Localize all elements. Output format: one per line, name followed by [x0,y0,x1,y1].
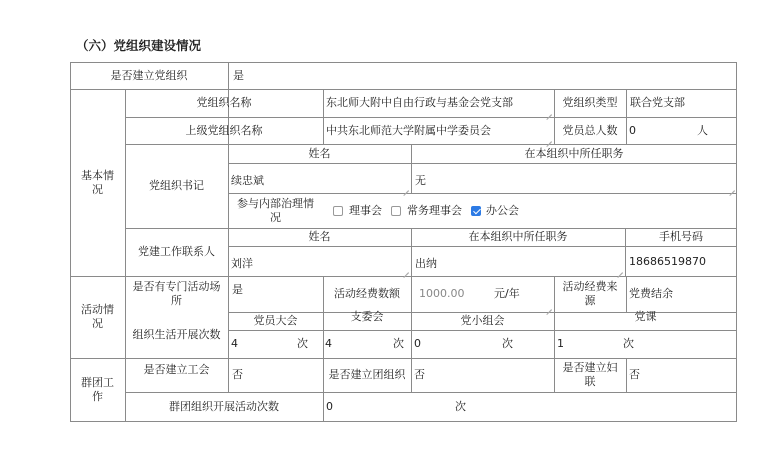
basic-info-group-label: 基本情况 [81,168,114,196]
org-name-label: 党组织名称 [196,96,252,109]
contact-name-field[interactable]: 刘洋 [231,256,253,270]
meeting-type-committee: 支委会 [350,310,384,323]
resize-handle-icon[interactable] [546,109,552,115]
party-congress-unit: 次 [297,337,308,350]
venue-value[interactable]: 是 [232,283,243,296]
party-organization-table [70,62,737,422]
governance-label: 参与内部治理情况 [237,196,314,224]
union-label: 是否建立工会 [143,363,210,376]
member-total-input[interactable]: 0 [629,123,636,137]
org-name-field[interactable]: 东北师大附中自由行政与基金会党支部 [326,96,513,109]
womens-federation-label: 是否建立妇联 [562,361,618,388]
checkbox-council[interactable] [333,206,343,216]
secretary-label: 党组织书记 [149,179,204,192]
parent-org-field[interactable]: 中共东北师范大学附属中学委员会 [326,123,491,137]
funds-source-label: 活动经费来源 [562,280,618,307]
contact-position-field[interactable]: 出纳 [415,256,437,270]
secretary-position-header: 在本组织中所任职务 [524,146,624,160]
mass-activities-label: 群团组织开展活动次数 [169,400,279,413]
union-value[interactable]: 否 [232,368,243,381]
lecture-count[interactable]: 1 [557,337,564,350]
lecture-unit: 次 [623,337,634,350]
org-type-value[interactable]: 联合党支部 [630,96,685,109]
contact-phone-header: 手机号码 [659,230,703,243]
checkbox-standing-council[interactable] [391,206,401,216]
meetings-label: 组织生活开展次数 [132,328,221,341]
established-label: 是否建立党组织 [110,68,188,82]
contact-person-label: 党建工作联系人 [138,245,215,258]
resize-handle-icon[interactable] [403,185,409,191]
meeting-type-party-congress: 党员大会 [253,314,298,327]
youth-league-value[interactable]: 否 [414,368,425,381]
mass-org-group-label: 群团工作 [81,376,114,403]
meeting-type-lecture: 党课 [634,310,657,323]
checkbox-office-meeting-label: 办公会 [486,203,519,217]
group-count[interactable]: 0 [414,337,421,350]
committee-unit: 次 [393,337,404,350]
mass-activities-count[interactable]: 0 [326,400,333,413]
resize-handle-icon[interactable] [617,267,623,273]
venue-label: 是否有专门活动场所 [132,280,221,307]
funds-source-value[interactable]: 党费结余 [629,287,673,300]
womens-federation-value[interactable]: 否 [629,368,640,381]
meeting-type-group: 党小组会 [460,314,505,327]
activity-group-label: 活动情况 [81,303,114,330]
contact-position-header: 在本组织中所任职务 [468,230,568,243]
established-value[interactable]: 是 [233,68,244,82]
secretary-name-header: 姓名 [308,146,331,160]
resize-handle-icon[interactable] [546,304,552,310]
section-title: （六）党组织建设情况 [76,38,202,53]
mass-activities-unit: 次 [455,400,466,413]
member-total-unit: 人 [697,123,708,137]
checkbox-council-label: 理事会 [349,203,382,217]
committee-count[interactable]: 4 [325,337,332,350]
org-type-label: 党组织类型 [562,96,618,109]
funds-input[interactable]: 1000.00 [419,287,465,300]
resize-handle-icon[interactable] [546,136,552,142]
funds-unit: 元/年 [494,287,520,300]
party-congress-count[interactable]: 4 [231,337,238,350]
member-total-label: 党员总人数 [562,123,618,137]
checkbox-office-meeting-checked[interactable] [471,206,481,216]
contact-name-header: 姓名 [308,230,331,243]
funds-label: 活动经费数额 [334,287,400,300]
contact-phone-field[interactable]: 18686519870 [629,254,706,268]
resize-handle-icon[interactable] [403,267,409,273]
checkbox-standing-council-label: 常务理事会 [407,203,462,217]
secretary-name-field[interactable]: 续忠斌 [231,174,264,187]
group-unit: 次 [502,337,513,350]
resize-handle-icon[interactable] [729,185,735,191]
parent-org-label: 上级党组织名称 [185,123,263,137]
youth-league-label: 是否建立团组织 [328,368,406,381]
secretary-position-field[interactable]: 无 [415,174,426,187]
